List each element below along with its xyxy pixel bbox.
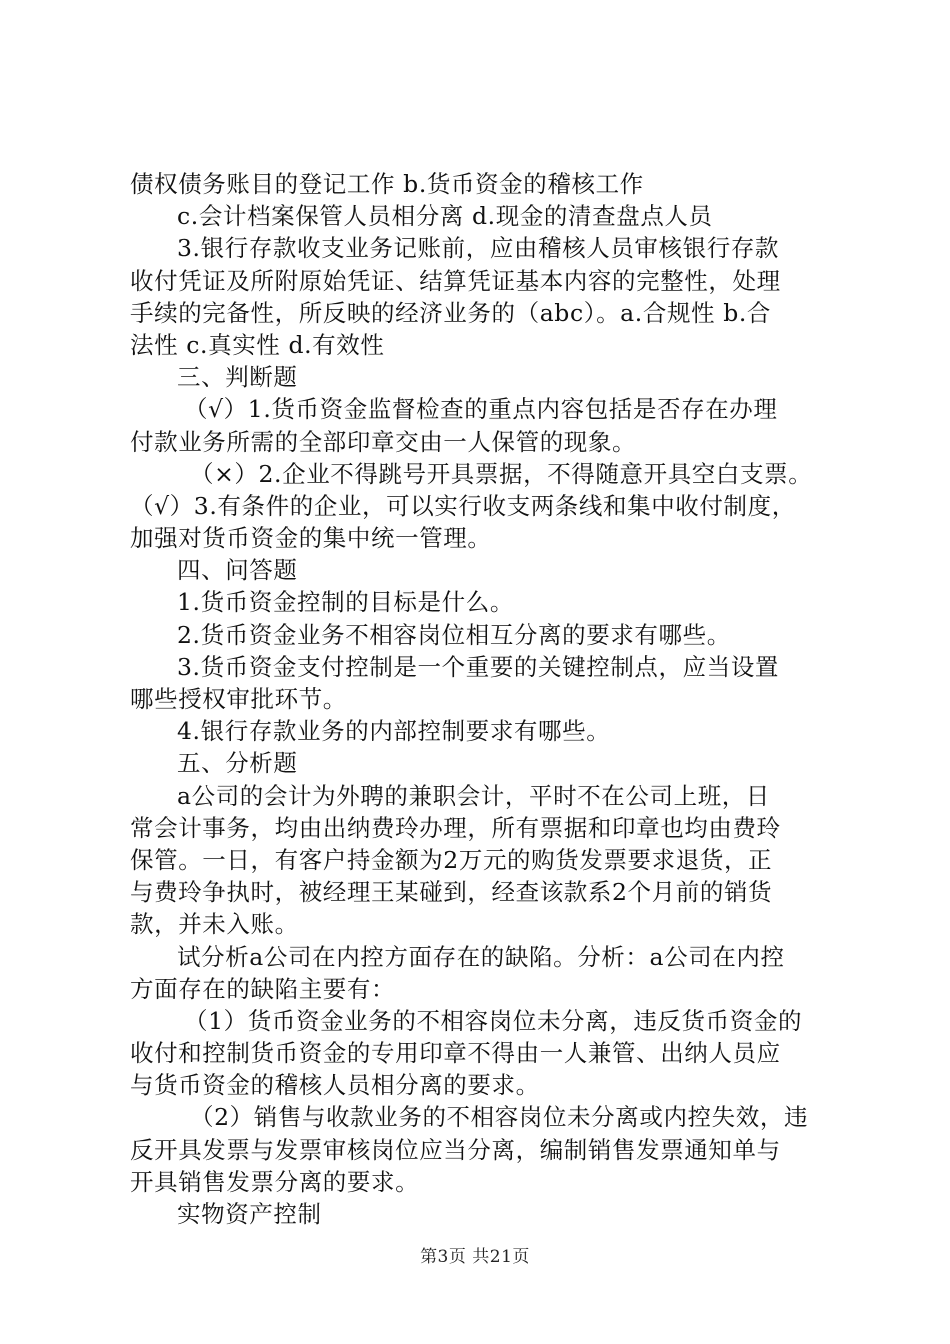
section-heading: 五、分析题 xyxy=(177,749,298,778)
section-heading: 三、判断题 xyxy=(177,363,298,392)
text-line: 款，并未入账。 xyxy=(130,910,299,939)
text-line: 3.货币资金支付控制是一个重要的关键控制点，应当设置 xyxy=(177,652,780,681)
text-line: 1.货币资金控制的目标是什么。 xyxy=(177,588,514,617)
text-line: 4.银行存款业务的内部控制要求有哪些。 xyxy=(177,717,611,746)
text-line: c.会计档案保管人员相分离 d.现金的清查盘点人员 xyxy=(177,202,713,231)
text-line: （2）销售与收款业务的不相容岗位未分离或内控失效，违 xyxy=(190,1103,809,1132)
text-line: 债权债务账目的登记工作 b.货币资金的稽核工作 xyxy=(130,170,644,198)
text-line: 收付和控制货币资金的专用印章不得由一人兼管、出纳人员应 xyxy=(130,1039,781,1068)
text-line: 加强对货币资金的集中统一管理。 xyxy=(130,524,492,553)
text-line: 哪些授权审批环节。 xyxy=(130,685,347,713)
text-line: a公司的会计为外聘的兼职会计，平时不在公司上班，日 xyxy=(177,781,771,810)
text-line: （√）1.货币资金监督检查的重点内容包括是否存在办理 xyxy=(184,395,778,424)
section-heading: 四、问答题 xyxy=(177,556,298,585)
document-body xyxy=(130,168,836,1230)
text-line: 与货币资金的稽核人员相分离的要求。 xyxy=(130,1071,540,1100)
text-line: 开具销售发票分离的要求。 xyxy=(130,1167,420,1196)
text-line: 法性 c.真实性 d.有效性 xyxy=(130,330,385,359)
text-line: 试分析a公司在内控方面存在的缺陷。分析：a公司在内控 xyxy=(177,942,785,971)
text-line: 2.货币资金业务不相容岗位相互分离的要求有哪些。 xyxy=(177,620,731,649)
text-line: （×）2.企业不得跳号开具票据，不得随意开具空白支票。 xyxy=(190,459,813,488)
text-line: 方面存在的缺陷主要有： xyxy=(130,974,396,1003)
text-line: 与费玲争执时，被经理王某碰到，经查该款系2个月前的销货 xyxy=(130,878,773,907)
text-line: 付款业务所需的全部印章交由一人保管的现象。 xyxy=(130,427,637,456)
text-line: 手续的完备性，所反映的经济业务的（abc）。a.合规性 b.合 xyxy=(130,298,772,327)
text-line: （√）3.有条件的企业，可以实行收支两条线和集中收付制度， xyxy=(130,491,796,520)
text-line: （1）货币资金业务的不相容岗位未分离，违反货币资金的 xyxy=(184,1006,803,1035)
section-heading: 实物资产控制 xyxy=(177,1200,322,1228)
text-line: 反开具发票与发票审核岗位应当分离，编制销售发票通知单与 xyxy=(130,1135,781,1164)
text-line: 常会计事务，均由出纳费玲办理，所有票据和印章也均由费玲 xyxy=(130,813,781,842)
text-line: 保管。一日，有客户持金额为2万元的购货发票要求退货，正 xyxy=(130,845,773,874)
text-line: 收付凭证及所附原始凭证、结算凭证基本内容的完整性，处理 xyxy=(130,266,781,295)
text-line: 3.银行存款收支业务记账前，应由稽核人员审核银行存款 xyxy=(177,234,780,263)
page-number: 第3页 共21页 xyxy=(420,1247,530,1267)
